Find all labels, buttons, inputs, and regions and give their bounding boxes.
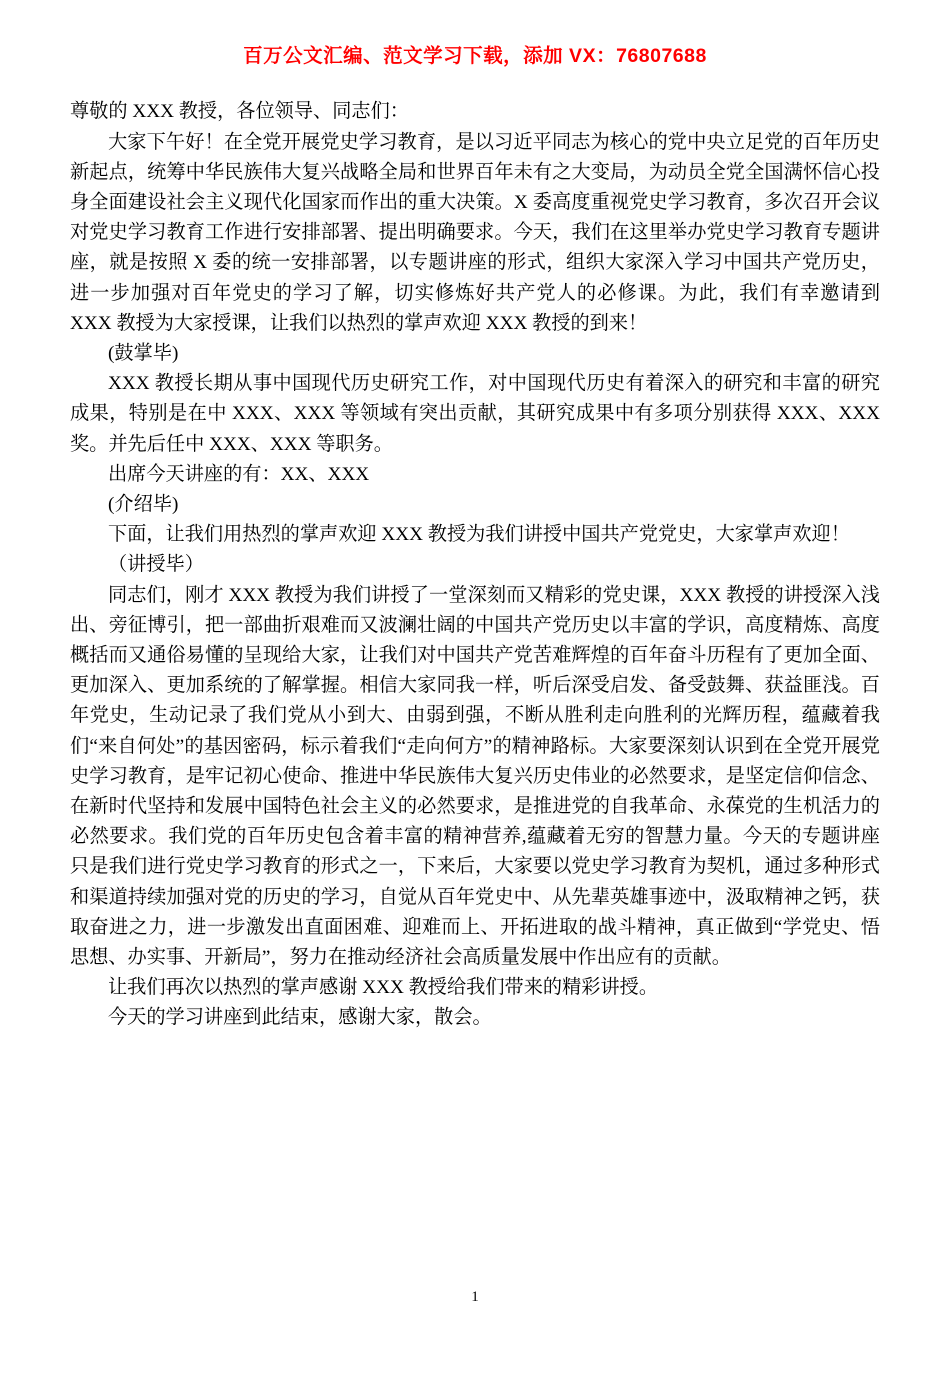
paragraph-closing-remarks: 同志们，刚才 XXX 教授为我们讲授了一堂深刻而又精彩的党史课，XXX 教授的讲授深入浅出、旁征博引，把一部曲折艰难而又波澜壮阔的中国共产党历史以丰富的学识，高度精炼、高度概括而又通俗易懂的呈现给大家，让我们对中国共产党苦难辉煌的百年奋斗历程有了更加全面、更加深入、更加系统的了解掌握。相信大家同我一样，听后深受启发、备受鼓舞、获益匪浅。百年党史，生动记录了我们党从小到大、由弱到强，不断从胜利走向胜利的光辉历程，蕴藏着我们“来自何处”的基因密码，标示着我们“走向何方”的精神路标。大家要深刻认识到在全党开展党史学习教育，是牢记初心使命、推进中华民族伟大复兴历史伟业的必然要求，是坚定信仰信念、在新时代坚持和发展中国特色社会主义的必然要求，是推进党的自我革命、永葆党的生机活力的必然要求。我们党的百年历史包含着丰富的精神营养,蕴藏着无穷的智慧力量。今天的专题讲座只是我们进行党史学习教育的形式之一，下来后，大家要以党史学习教育为契机，通过多种形式和渠道持续加强对党的历史的学习，自觉从百年党史中、从先辈英雄事迹中，汲取精神之钙，获取奋进之力，进一步激发出直面困难、迎难而上、开拓进取的战斗精神，真正做到“学党史、悟思想、办实事、开新局”，努力在推动经济社会高质量发展中作出应有的贡献。 (70, 584, 880, 969)
document-body (70, 69, 880, 1033)
paragraph-invite-lecture: 下面，让我们用热烈的掌声欢迎 XXX 教授为我们讲授中国共产党党史，大家掌声欢迎！ (108, 524, 850, 546)
paragraph-opening-speech: 大家下午好！在全党开展党史学习教育，是以习近平同志为核心的党中央立足党的百年历史新起点，统筹中华民族伟大复兴战略全局和世界百年未有之大变局，为动员全党全国满怀信心投身全面建设社会主义现代化国家而作出的重大决策。X 委高度重视党史学习教育，多次召开会议对党史学习教育工作进行安排部署、提出明确要求。今天，我们在这里举办党史学习教育专题讲座，就是按照 X 委的统一安排部署，以专题讲座的形式，组织大家深入学习中国共产党历史，进一步加强对百年党史的学习了解，切实修炼好共产党人的必修课。为此，我们有幸邀请到 XXX 教授为大家授课，让我们以热烈的掌声欢迎 XXX 教授的到来！ (70, 131, 880, 334)
paragraph-intro-done-cue: (介绍毕) (108, 493, 179, 515)
paragraph-professor-intro: XXX 教授长期从事中国现代历史研究工作，对中国现代历史有着深入的研究和丰富的研究成果，特别是在中 XXX、XXX 等领域有突出贡献，其研究成果中有多项分别获得 XXX、XXX 奖。并先后任中 XXX、XXX 等职务。 (70, 373, 880, 455)
watermark-text: 百万公文汇编、范文学习下载，添加 VX：76807688 (243, 45, 707, 67)
page-number: 1 (471, 1289, 479, 1305)
paragraph-thanks: 让我们再次以热烈的掌声感谢 XXX 教授给我们带来的精彩讲授。 (108, 977, 659, 999)
paragraph-attendees: 出席今天讲座的有：XX、XXX (108, 463, 370, 485)
paragraph-salutation: 尊敬的 XXX 教授，各位领导、同志们： (70, 101, 409, 123)
document-page (0, 44, 950, 1388)
paragraph-applause-cue: (鼓掌毕) (108, 342, 179, 364)
paragraph-adjourn: 今天的学习讲座到此结束，感谢大家，散会。 (108, 1007, 492, 1029)
paragraph-lecture-done-cue: （讲授毕） (108, 554, 204, 576)
